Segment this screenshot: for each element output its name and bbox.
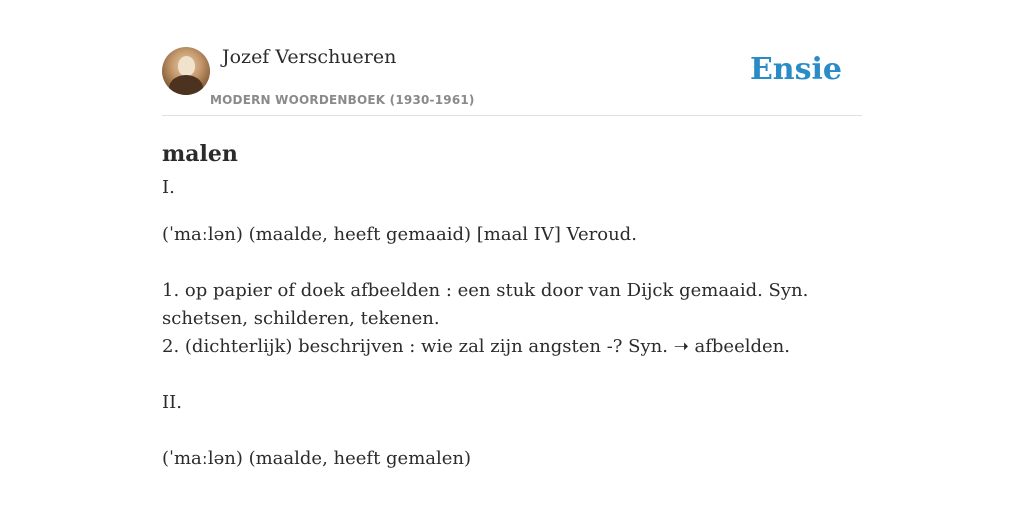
blank-line [162,361,862,389]
entry-body [162,174,862,473]
spacer [162,202,862,221]
sense-numeral-2: II. [162,392,182,413]
headword: malen [162,141,238,167]
ensie-logo[interactable]: Ensie [749,52,842,87]
sense-numeral-1: I. [162,177,175,198]
avatar-head-shape [178,56,195,76]
blank-line [162,249,862,277]
blank-line [162,417,862,445]
source-title[interactable]: MODERN WOORDENBOEK (1930-1961) [210,93,475,107]
sense-grammar-1: (ˈmaːlən) (maalde, heeft gemaaid) [maal IV] Veroud. [162,224,637,245]
sense-grammar-2: (ˈmaːlən) (maalde, heeft gemalen) [162,448,472,469]
entry-content [162,138,862,473]
definition-1: 1. op papier of doek afbeelden : een stuk door van Dijck gemaaid. Syn. schetsen, schilderen, tekenen. [162,280,815,329]
entry-header [162,46,862,116]
author-name[interactable]: Jozef Verschueren [222,46,397,68]
author-avatar[interactable] [162,47,210,95]
definition-2: 2. (dichterlijk) beschrijven : wie zal zijn angsten -? Syn. ➝ afbeelden. [162,336,790,357]
avatar-body-shape [169,75,203,95]
